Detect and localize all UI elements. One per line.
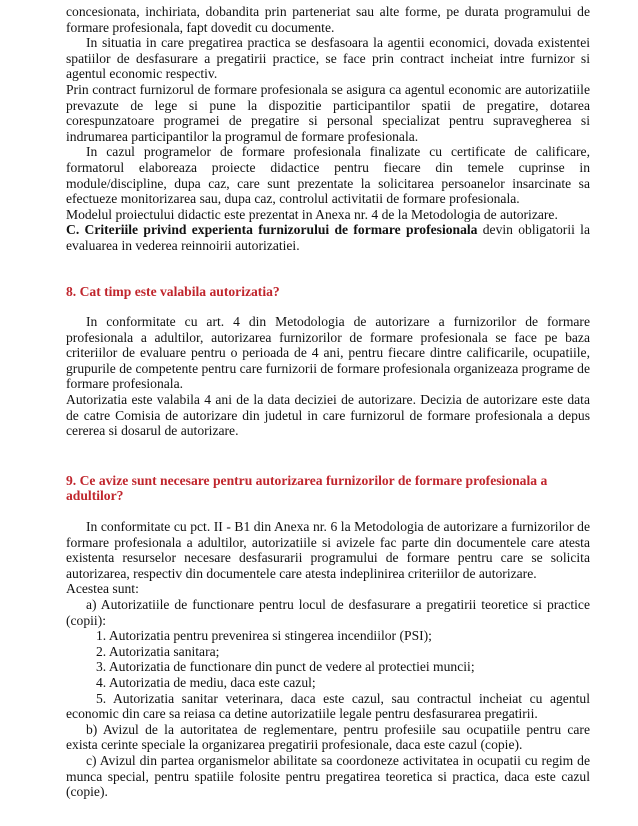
intro-paragraph-2: In situatia in care pregatirea practica se desfasoara la agentii economici, dovada existentei spatiilor de desfasurare a pregatirii practice, se face prin contract incheiat intre furnizor si agentul economic respectiv. [66, 35, 590, 82]
list-item: 5. Autorizatia sanitar veterinara, daca este cazul, sau contractul incheiat cu agentul economic din care sa reiasa ca detine autorizatiile legale pentru desfasurarea pregatirii. [66, 690, 590, 722]
section-8-heading: 8. Cat timp este valabila autorizatia? [66, 283, 280, 299]
intro-paragraph-4: In cazul programelor de formare profesionala finalizate cu certificate de calificare, formatorul elaboreaza proiecte didactice pentru fiecare din temele cuprinse in module/discipline, dupa caz, care sunt prezentate la solicitarea persoanelor insarcinate sa efectueze monitorizarea sau, dupa caz, controlul activitatii de formare profesionala. [66, 144, 590, 207]
list-item: 1. Autorizatia pentru prevenirea si stingerea incendiilor (PSI); [96, 628, 432, 644]
spacer [66, 504, 590, 519]
list-item: 4. Autorizatia de mediu, daca este cazul; [96, 674, 316, 690]
criteria-c-title: C. Criteriile privind experienta furnizorului de formare profesionala [66, 222, 478, 238]
list-item: 2. Autorizatia sanitara; [96, 643, 220, 659]
intro-paragraph-6 [66, 222, 590, 253]
section-8-paragraph-1: In conformitate cu art. 4 din Metodologia de autorizare a furnizorilor de formare profesionala a adultilor, autorizarea furnizorilor de formare profesionala se face pe baza criteriilor de evaluare pentru o perioada de 4 ani, pentru fiecare dintre calificarile, ocupatiile, grupurile de competente pentru care furnizorii de formare profesionala organizeaza programe de formare profesionala. [66, 314, 590, 392]
section-9-paragraph-1: In conformitate cu pct. II - B1 din Anexa nr. 6 la Metodologia de autorizare a furnizorilor de formare profesionala a adultilor, autorizatiile si avizele fac parte din documentele care atesta existenta resurselor necesare desfasurarii programului de formare pentru care se solicita autorizarea, respectiv din documentele care atesta indeplinirea criteriilor de autorizare. [66, 519, 590, 581]
section-9-paragraph-2: Acestea sunt: [66, 581, 139, 597]
section-9-item-b: b) Avizul de la autoritatea de reglementare, pentru profesiile sau ocupatiile pentru care exista cerinte speciale la organizarea pregatirii profesionale, daca este cazul (copie). [66, 721, 590, 753]
section-9-item-a: a) Autorizatiile de functionare pentru locul de desfasurare a pregatirii teoretice si practice (copii): [66, 597, 590, 628]
section-9-item-c: c) Avizul din partea organismelor abilitate sa coordoneze activitatea in ocupatii cu regim de munca special, pentru spatiile folosite pentru pregatirea teoretica si practica, daca este cazul (copie). [66, 752, 590, 800]
spacer [66, 254, 590, 284]
section-8-paragraph-2: Autorizatia este valabila 4 ani de la data deciziei de autorizare. Decizia de autorizare este data de catre Comisia de autorizare din judetul in care furnizorul de formare profesionala a depus cererea si dosarul de autorizare. [66, 392, 590, 439]
list-item: 3. Autorizatia de functionare din punct de vedere al protectiei muncii; [96, 659, 475, 675]
spacer [66, 299, 590, 314]
criteria-c-text: devin obligatorii la evaluarea in vederea reinnoirii autorizatiei. [66, 222, 590, 253]
intro-paragraph-5: Modelul proiectului didactic este prezentat in Anexa nr. 4 de la Metodologia de autorizare. [66, 206, 558, 222]
intro-paragraph-3: Prin contract furnizorul de formare profesionala se asigura ca agentul economic are autorizatiile prevazute de lege si pune la dispozitie participantilor spatii de pregatire, dotarea corespunzatoare programei de pregatire si personal specializat pentru supravegherea si indrumarea participantilor la programul de formare profesionala. [66, 81, 590, 144]
section-9-heading: 9. Ce avize sunt necesare pentru autorizarea furnizorilor de formare profesionala a adultilor? [66, 472, 548, 504]
intro-paragraph-1: concesionata, inchiriata, dobandita prin parteneriat sau alte forme, pe durata programului de formare profesionala, fapt dovedit cu documente. [66, 4, 590, 35]
spacer [66, 439, 590, 473]
